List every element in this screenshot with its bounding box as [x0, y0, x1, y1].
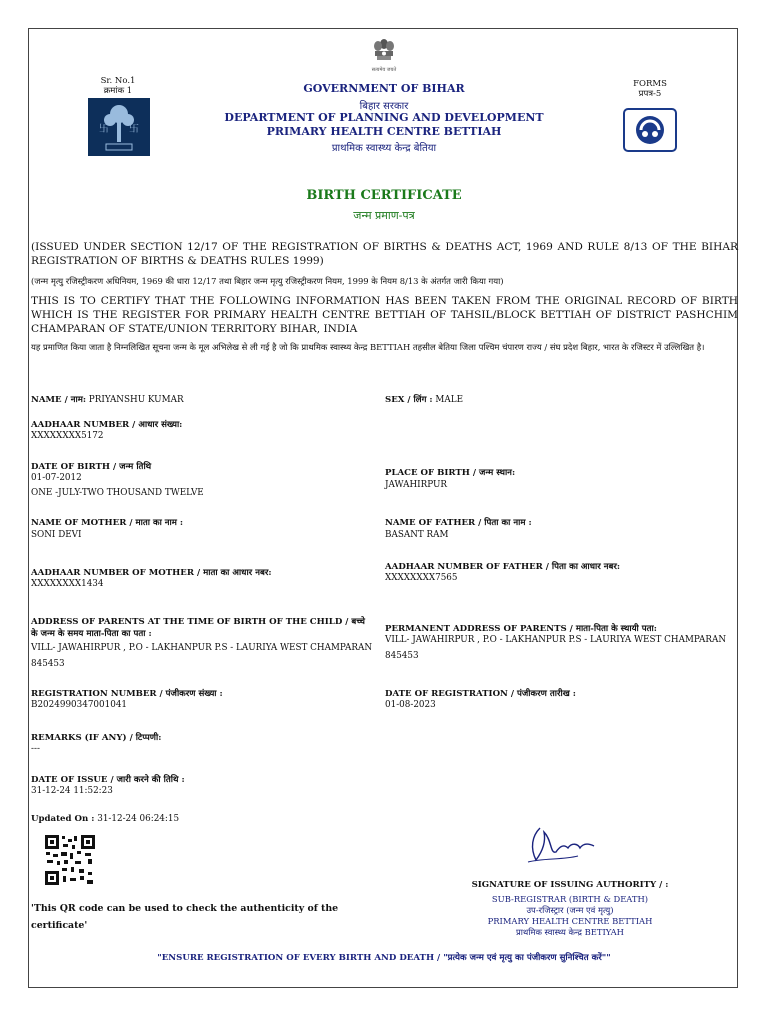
pob-label: PLACE OF BIRTH / जन्म स्थान:	[385, 468, 516, 478]
birth-address-value: VILL- JAWAHIRPUR , P.O - LAKHANPUR P.S - LAURIYA WEST CHAMPARAN 845453	[31, 643, 373, 669]
father-name-value: BASANT RAM	[385, 530, 449, 540]
father-aadhaar-value: XXXXXXXX7565	[385, 573, 458, 583]
form-number: FORMS प्रपत्र-5	[633, 79, 667, 99]
mother-name-label: NAME OF MOTHER / माता का नाम :	[31, 518, 184, 528]
registration-number-value: B2024990347001041	[31, 700, 128, 710]
dob-value: 01-07-2012	[31, 473, 82, 483]
sex-value: MALE	[432, 395, 464, 405]
signature-office-hindi: प्राथमिक स्वास्थ्य केन्द्र BETIYAH	[515, 927, 624, 937]
pob-value: JAWAHIRPUR	[385, 480, 448, 490]
signature-label: SIGNATURE OF ISSUING AUTHORITY / :	[471, 880, 669, 890]
aadhaar-label: AADHAAR NUMBER / आधार संख्या:	[31, 420, 183, 430]
name-field	[31, 387, 184, 408]
signature-icon	[522, 822, 602, 868]
serial-number: Sr. No.1 क्रमांक 1	[100, 76, 136, 96]
updated-on-field	[31, 806, 179, 827]
updated-on-value: 31-12-24 06:24:15	[94, 814, 180, 824]
issued-under-text: (ISSUED UNDER SECTION 12/17 OF THE REGISTRATION OF BIRTHS & DEATHS ACT, 1969 AND RULE 8/13 OF THE BIHAR REGISTRATION OF BIRTHS & DEATHS RULES 1999)	[31, 241, 738, 267]
remarks-label: REMARKS (IF ANY) / टिप्पणी:	[31, 733, 162, 743]
footer-slogan: "ENSURE REGISTRATION OF EVERY BIRTH AND DEATH / "प्रत्येक जन्म एवं मृत्यु का पंजीकरण सुनिश्चित करें""	[157, 953, 611, 963]
certify-text-hindi: यह प्रमाणित किया जाता है निम्नलिखित सूचना जन्म के मूल अभिलेख से ली गई है जो कि प्राथमिक स्वास्थ्य केन्द्र BETTIAH तहसील बेतिया जिला पश्चिम चंपारण राज्य / संघ प्रदेश बिहार, भारत के रजिस्टर में उल्लिखित है।	[31, 342, 705, 352]
emblem-motto: सत्यमेव जयते	[371, 67, 397, 73]
father-aadhaar-label: AADHAAR NUMBER OF FATHER / पिता का आधार नबर:	[385, 562, 621, 572]
permanent-address-value: VILL- JAWAHIRPUR , P.O - LAKHANPUR P.S - LAURIYA WEST CHAMPARAN 845453	[385, 635, 727, 661]
sex-field	[385, 387, 463, 408]
birth-address-label: ADDRESS OF PARENTS AT THE TIME OF BIRTH OF THE CHILD / बच्चे के जन्म के समय माता-पिता का पता :	[31, 617, 366, 639]
sex-label: SEX / लिंग :	[385, 395, 433, 405]
certificate-title-hindi: जन्म प्रमाण-पत्र	[353, 209, 415, 222]
dob-label: DATE OF BIRTH / जन्म तिथि	[31, 462, 152, 472]
issued-under-text-hindi: (जन्म मृत्यु रजिस्ट्रीकरण अधिनियम, 1969 की धारा 12/17 तथा बिहार जन्म मृत्यु रजिस्ट्रीकरण नियम, 1999 के नियम 8/13 के अंतर्गत जारी किया गया)	[31, 276, 504, 286]
qr-code-icon[interactable]	[44, 834, 96, 886]
issue-date-label: DATE OF ISSUE / जारी करने की तिथि :	[31, 775, 185, 785]
name-label: NAME / नाम:	[31, 395, 87, 405]
mother-aadhaar-value: XXXXXXXX1434	[31, 579, 104, 589]
phc-title-hindi: प्राथमिक स्वास्थ्य केन्द्र बेतिया	[331, 143, 437, 154]
registration-number-label: REGISTRATION NUMBER / पंजीकरण संख्या :	[31, 689, 223, 699]
government-title-hindi: बिहार सरकार	[359, 101, 409, 112]
signature-role-hindi: उप-रजिस्ट्रार (जन्म एवं मृत्यु)	[526, 905, 614, 915]
svg-text:卐: 卐	[129, 124, 139, 135]
remarks-value: ---	[31, 744, 40, 754]
dob-words-value: ONE -JULY-TWO THOUSAND TWELVE	[31, 488, 204, 498]
phc-title: PRIMARY HEALTH CENTRE BETTIAH	[266, 125, 502, 138]
aadhaar-value: XXXXXXXX5172	[31, 431, 104, 441]
certificate-title: BIRTH CERTIFICATE	[306, 188, 462, 203]
father-name-label: NAME OF FATHER / पिता का नाम :	[385, 518, 532, 528]
mother-name-value: SONI DEVI	[31, 530, 82, 540]
qr-note: 'This QR code can be used to check the authenticity of the certificate'	[31, 903, 339, 931]
name-value: PRIYANSHU KUMAR	[86, 395, 184, 405]
certify-text: THIS IS TO CERTIFY THAT THE FOLLOWING INFORMATION HAS BEEN TAKEN FROM THE ORIGINAL RECORD OF BIRTH WHICH IS THE REGISTER FOR PRIMARY HEALTH CENTRE BETTIAH OF TAHSIL/BLOCK BETTIAH OF DISTRICT PASHCHIM CHAMPARAN OF STATE/UNION TERRITORY BIHAR, INDIA	[31, 295, 738, 335]
signature-role: SUB-REGISTRAR (BIRTH & DEATH)	[491, 894, 649, 904]
issue-date-value: 31-12-24 11:52:23	[31, 786, 113, 796]
signature-office: PRIMARY HEALTH CENTRE BETTIAH	[487, 916, 653, 926]
registration-date-label: DATE OF REGISTRATION / पंजीकरण तारीख :	[385, 689, 576, 699]
registration-logo-icon	[623, 108, 677, 152]
registration-date-value: 01-08-2023	[385, 700, 436, 710]
government-title: GOVERNMENT OF BIHAR	[303, 82, 465, 95]
department-title: DEPARTMENT OF PLANNING AND DEVELOPMENT	[224, 111, 544, 124]
certificate-border	[28, 28, 738, 988]
updated-on-label: Updated On :	[31, 814, 95, 824]
mother-aadhaar-label: AADHAAR NUMBER OF MOTHER / माता का आधार नबर:	[31, 568, 272, 578]
svg-text:卐: 卐	[99, 124, 109, 135]
permanent-address-label: PERMANENT ADDRESS OF PARENTS / माता-पिता के स्थायी पता:	[385, 624, 657, 634]
